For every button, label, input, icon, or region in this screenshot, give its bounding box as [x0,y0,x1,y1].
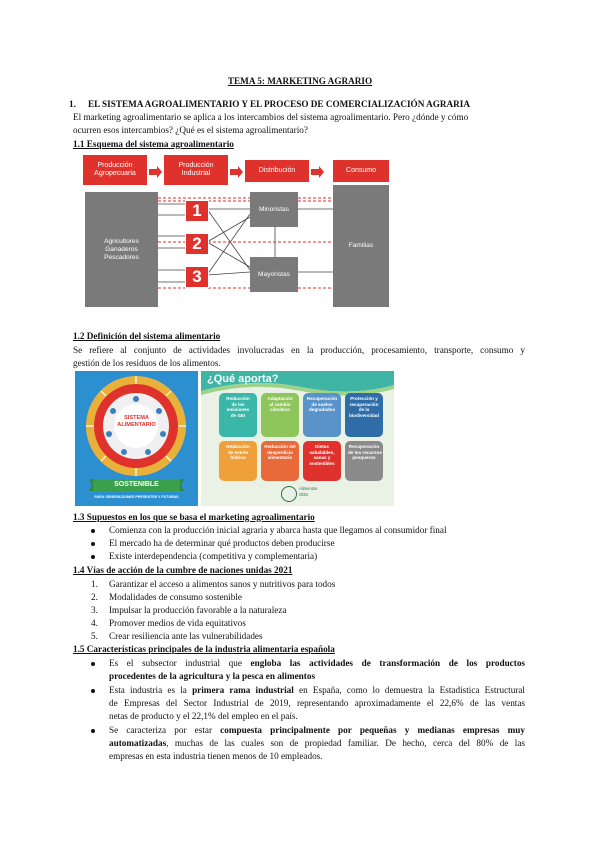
tile-dietas: Dietas saludables, sanas y sostenibles [303,441,341,481]
list-number: 3. [91,605,98,615]
box-distribucion: Distribución [245,160,309,182]
action-item: Promover medios de vida equitativos [109,618,246,628]
action-item: Garantizar el acceso a alimentos sanos y nutritivos para todos [109,579,336,589]
box-productores: Agricultores Ganaderos Pescadores [85,192,158,307]
bullet-icon [91,662,95,666]
characteristic-1-line-1: Es el subsector industrial que engloba las actividades de transformación de los productos [109,658,525,668]
characteristic-2-line-1: Esta industria es la primera rama industrial en España, como lo demuestra la Estadística Estructural [109,685,525,695]
list-number: 5. [91,631,98,641]
tile-suelos: Recuperación de suelos degradados [303,393,341,437]
subsection-1-2-heading: 1.2 Definición del sistema alimentario [73,331,221,341]
box-mayoristas: Mayoristas [250,257,298,292]
box-familias: Familias [333,185,389,307]
bullet-icon [91,542,95,546]
definition-line-2: gestión de los residuos de los alimentos. [73,358,221,368]
que-aporta-panel [201,371,394,506]
bullet-icon [91,555,95,559]
subsection-1-1-heading: 1.1 Esquema del sistema agroalimentario [73,139,234,149]
assumption-item: Existe interdependencia (competitiva y complementaria) [109,551,318,561]
characteristic-2-line-2: de Empresas del Sector Industrial de 2019, representando aproximadamente el 22,6% de las ventas [109,698,525,708]
characteristic-2-line-3: netas de producto y el 22,1% del empleo en el país. [109,711,298,721]
characteristic-1-line-2: procedentes de la agricultura y la pesca en alimentos [109,671,316,681]
wheel-subtitle: PARA GENERACIONES PRESENTES Y FUTURAS [94,495,179,499]
tile-estres-hidrico: Reducción de estrés hídrico [219,441,257,481]
wheel-center-label: SISTEMA ALIMENTARIO [117,415,156,428]
characteristic-3-line-3: empresas en esta industria tienen menos de 10 empleados. [109,751,323,761]
agrifood-scheme-diagram [80,152,390,320]
action-item: Modalidades de consumo sostenible [109,592,242,602]
arrow-icon [311,166,324,178]
definition-line-1: Se refiere al conjunto de actividades involucradas en la producción, procesamiento, transporte, consumo y [73,345,525,355]
arrow-icon [230,166,243,178]
tile-adaptacion: Adaptación al cambio climático [261,393,299,437]
characteristic-3-line-1: Se caracteriza por estar compuesta principalmente por pequeñas y medianas empresas muy [109,725,525,735]
arrow-icon [149,166,162,178]
box-produccion-agropecuaria: Producción Agropecuaria [83,155,147,185]
box-minoristas: Minoristas [250,192,298,227]
action-item: Impulsar la producción favorable a la naturaleza [109,605,287,615]
document-title: TEMA 5: MARKETING AGRARIO [227,76,373,86]
list-number: 1. [91,579,98,589]
section-heading: EL SISTEMA AGROALIMENTARIO Y EL PROCESO DE COMERCIALIZACIÓN AGRARIA [88,99,471,109]
box-consumo: Consumo [333,160,389,182]
subsection-1-4-heading: 1.4 Vías de acción de la cumbre de naciones unidas 2021 [73,565,293,575]
assumption-item: El mercado ha de determinar qué productos deben producirse [109,538,335,548]
channel-number-1: 1 [185,200,209,222]
ods-logo-icon [281,486,297,502]
bullet-icon [91,729,95,733]
assumption-item: Comienza con la producción inicial agraria y abarca hasta que llegamos al consumidor final [109,525,447,535]
sustainable-food-system-wheel [75,371,198,506]
intro-line-1: El marketing agroalimentario se aplica a los intercambios del sistema agroalimentario. Pero ¿dónde y cómo [73,112,469,122]
subsection-1-3-heading: 1.3 Supuestos en los que se basa el marketing agroalimentario [73,512,315,522]
list-number: 4. [91,618,98,628]
tile-pesqueros: Recuperación de los recursos pesqueros [345,441,383,481]
tile-emisiones: Reducción de las emisiones de GEI [219,393,257,437]
characteristic-3-line-2: automatizadas, muchas de las cuales son de propiedad familiar. De hecho, cerca del 80% de las [109,738,525,748]
box-produccion-industrial: Producción Industrial [164,155,228,185]
channel-number-3: 3 [185,266,209,288]
logo-text: Alimentos ODS [299,486,318,497]
subsection-1-5-heading: 1.5 Características principales de la industria alimentaria española [73,644,335,654]
bullet-icon [91,689,95,693]
list-number: 2. [91,592,98,602]
action-item: Crear resiliencia ante las vulnerabilidades [109,631,263,641]
section-number: 1. [69,99,76,109]
bullet-icon [91,529,95,533]
channel-number-2: 2 [185,233,209,255]
intro-line-2: ocurren esos intercambios? ¿Qué es el sistema agroalimentario? [73,125,308,135]
tile-desperdicio: Reducción del desperdicio alimentario [261,441,299,481]
panel-title: ¿Qué aporta? [207,373,279,385]
wheel-banner: SOSTENIBLE [114,481,159,488]
tile-biodiversidad: Protección y recuperación de la biodiversidad [345,393,383,437]
